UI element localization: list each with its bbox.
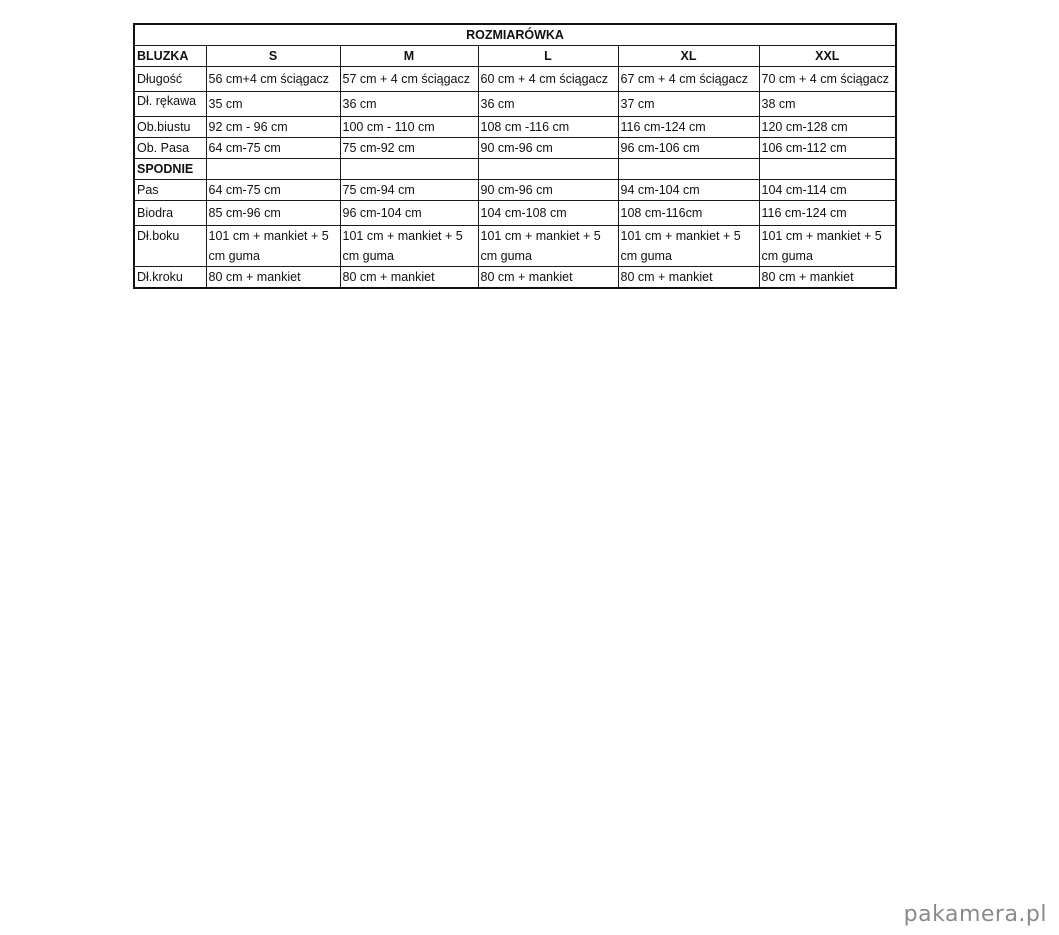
table-cell: 116 cm-124 cm [618, 117, 759, 138]
table-row [134, 67, 896, 92]
watermark: pakamera.pl [903, 902, 1047, 927]
table-cell: 101 cm + mankiet + 5 cm guma [340, 226, 478, 267]
table-row [134, 180, 896, 201]
row-label: Dł.kroku [134, 267, 206, 289]
size-header-row [134, 46, 896, 67]
title-row [134, 24, 896, 46]
table-cell: 38 cm [759, 92, 896, 117]
table-row [134, 138, 896, 159]
table-cell: 80 cm + mankiet [206, 267, 340, 289]
size-chart [133, 23, 897, 289]
table-cell: 75 cm-92 cm [340, 138, 478, 159]
table-row [134, 117, 896, 138]
table-cell: 56 cm+4 cm ściągacz [206, 67, 340, 92]
table-cell: 100 cm - 110 cm [340, 117, 478, 138]
size-header: S [206, 46, 340, 67]
table-cell: 101 cm + mankiet + 5 cm guma [478, 226, 618, 267]
row-label: Ob.biustu [134, 117, 206, 138]
row-label [134, 92, 206, 117]
table-cell: 67 cm + 4 cm ściągacz [618, 67, 759, 92]
size-header: M [340, 46, 478, 67]
table-cell: 80 cm + mankiet [478, 267, 618, 289]
table-row [134, 226, 896, 267]
table-cell: 90 cm-96 cm [478, 138, 618, 159]
table-cell: 60 cm + 4 cm ściągacz [478, 67, 618, 92]
table-cell: 116 cm-124 cm [759, 201, 896, 226]
table-row [134, 267, 896, 289]
table-cell: 37 cm [618, 92, 759, 117]
table-cell [618, 159, 759, 180]
table-cell: 36 cm [478, 92, 618, 117]
table-cell: 64 cm-75 cm [206, 180, 340, 201]
table-cell: 101 cm + mankiet + 5 cm guma [206, 226, 340, 267]
table-cell: 90 cm-96 cm [478, 180, 618, 201]
table-cell [206, 159, 340, 180]
table-cell [759, 159, 896, 180]
table-cell: 36 cm [340, 92, 478, 117]
table-cell: 80 cm + mankiet [340, 267, 478, 289]
table-row [134, 92, 896, 117]
size-header: XXL [759, 46, 896, 67]
table-cell: 96 cm-106 cm [618, 138, 759, 159]
table-cell: 101 cm + mankiet + 5 cm guma [759, 226, 896, 267]
section-row [134, 159, 896, 180]
table-row [134, 201, 896, 226]
row-label-text: Dł. rękawa [137, 94, 197, 108]
table-cell: 80 cm + mankiet [759, 267, 896, 289]
table-cell: 108 cm -116 cm [478, 117, 618, 138]
section-label-bluzka: BLUZKA [134, 46, 206, 67]
table-cell [340, 159, 478, 180]
table-cell: 94 cm-104 cm [618, 180, 759, 201]
section-label-spodnie: SPODNIE [134, 159, 206, 180]
row-label: Długość [134, 67, 206, 92]
table-cell: 64 cm-75 cm [206, 138, 340, 159]
row-label: Dł.boku [134, 226, 206, 267]
table-cell: 92 cm - 96 cm [206, 117, 340, 138]
table-cell: 35 cm [206, 92, 340, 117]
table-cell: 120 cm-128 cm [759, 117, 896, 138]
table-cell: 70 cm + 4 cm ściągacz [759, 67, 896, 92]
table-title: ROZMIARÓWKA [134, 24, 896, 46]
table-cell: 80 cm + mankiet [618, 267, 759, 289]
size-table [133, 23, 897, 289]
row-label: Ob. Pasa [134, 138, 206, 159]
size-header: XL [618, 46, 759, 67]
row-label: Pas [134, 180, 206, 201]
table-cell: 106 cm-112 cm [759, 138, 896, 159]
table-cell: 75 cm-94 cm [340, 180, 478, 201]
table-cell: 101 cm + mankiet + 5 cm guma [618, 226, 759, 267]
table-cell: 57 cm + 4 cm ściągacz [340, 67, 478, 92]
table-cell: 108 cm-116cm [618, 201, 759, 226]
row-label: Biodra [134, 201, 206, 226]
table-cell: 85 cm-96 cm [206, 201, 340, 226]
size-header: L [478, 46, 618, 67]
table-cell: 96 cm-104 cm [340, 201, 478, 226]
table-cell: 104 cm-108 cm [478, 201, 618, 226]
table-cell: 104 cm-114 cm [759, 180, 896, 201]
table-cell [478, 159, 618, 180]
